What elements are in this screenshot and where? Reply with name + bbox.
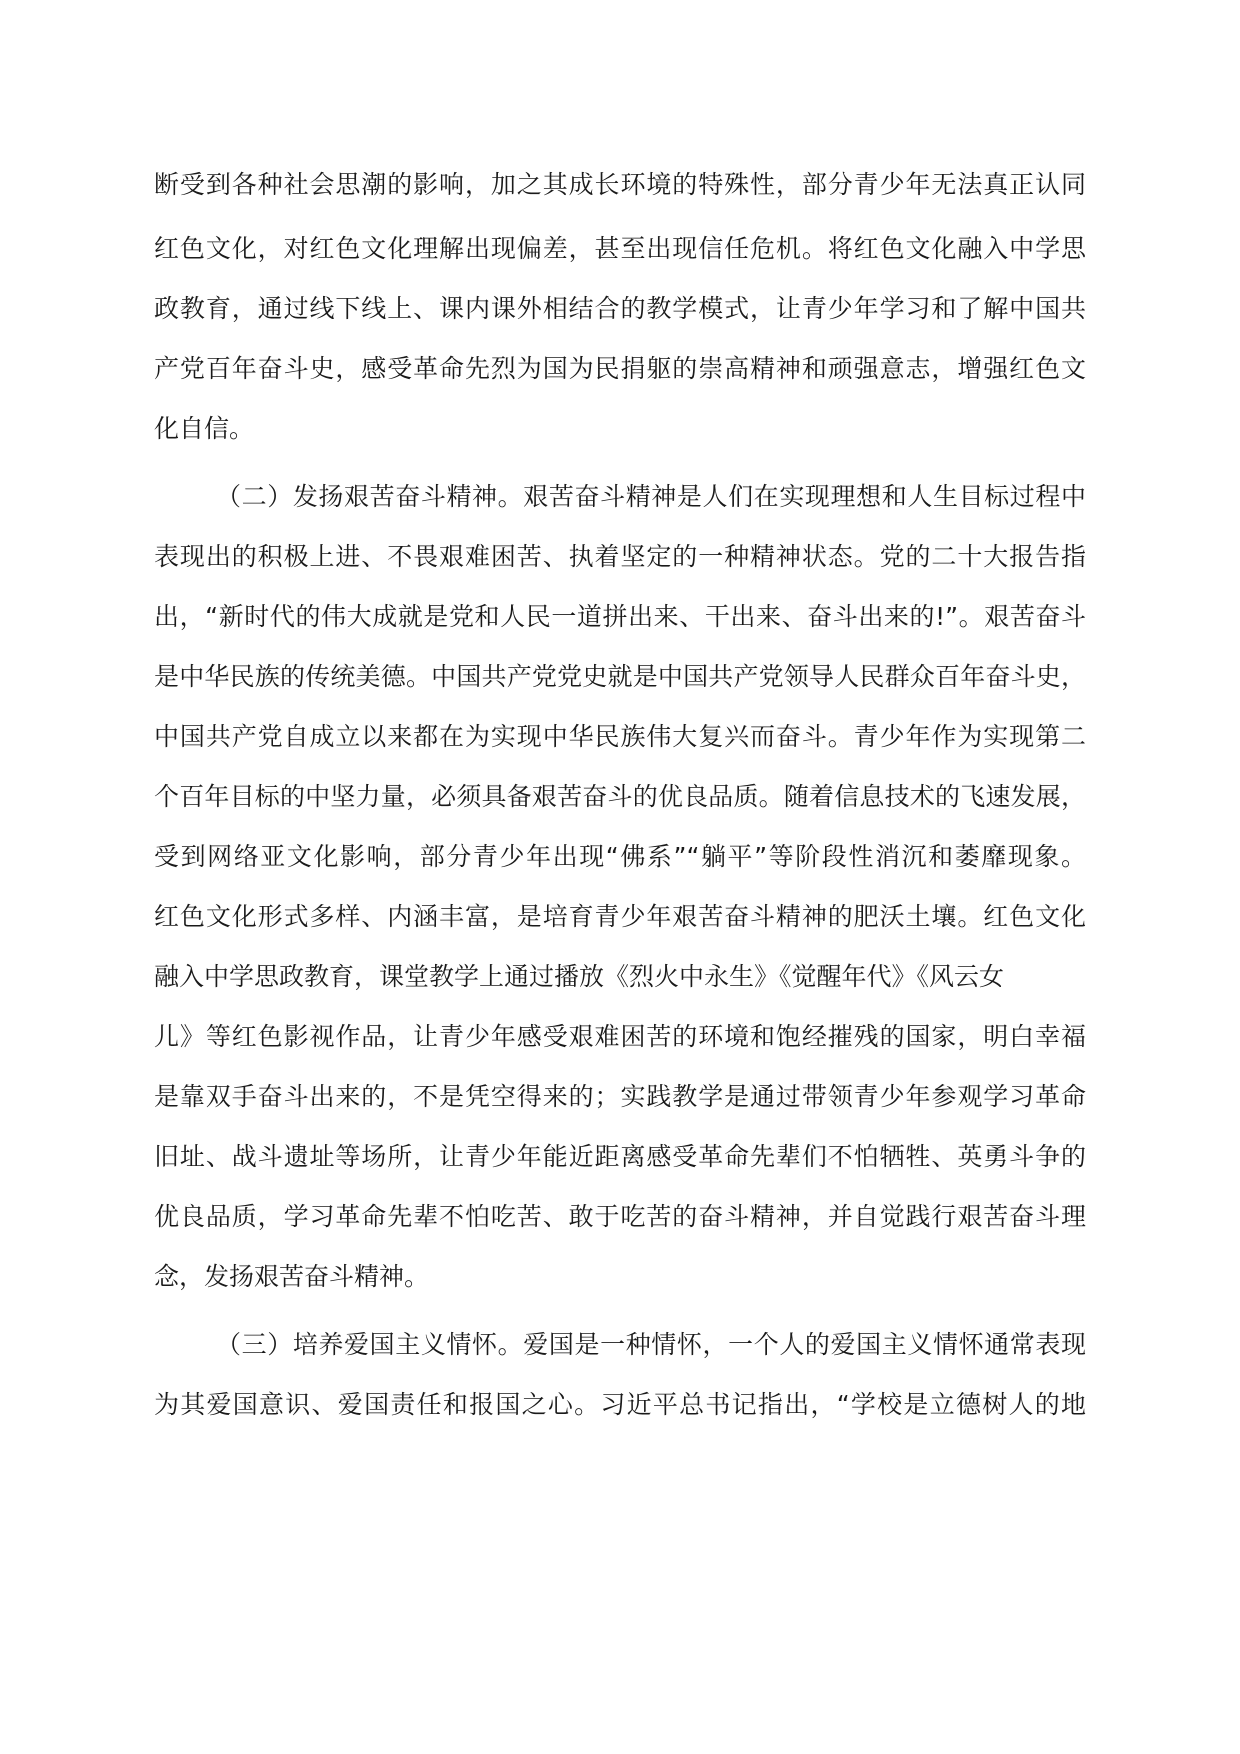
paragraph-line: 中国共产党自成立以来都在为实现中华民族伟大复兴而奋斗。青少年作为实现第二 (154, 722, 1086, 751)
paragraph-line: 儿》等红色影视作品，让青少年感受艰难困苦的环境和饱经摧残的国家，明白幸福 (154, 1022, 1086, 1051)
paragraph-line: 断受到各种社会思潮的影响，加之其成长环境的特殊性，部分青少年无法真正认同 (154, 170, 1086, 199)
paragraph-line: 融入中学思政教育，课堂教学上通过播放《烈火中永生》《觉醒年代》《风云女 (154, 962, 1005, 991)
paragraph-line: 红色文化形式多样、内涵丰富，是培育青少年艰苦奋斗精神的肥沃土壤。红色文化 (154, 902, 1086, 931)
paragraph-line: 产党百年奋斗史，感受革命先烈为国为民捐躯的崇高精神和顽强意志，增强红色文 (154, 354, 1086, 383)
paragraph-line: 出，“新时代的伟大成就是党和人民一道拼出来、干出来、奋斗出来的!”。艰苦奋斗 (154, 602, 1086, 631)
paragraph-line: 是中华民族的传统美德。中国共产党党史就是中国共产党领导人民群众百年奋斗史， (154, 662, 1086, 691)
paragraph-line: 为其爱国意识、爱国责任和报国之心。习近平总书记指出，“学校是立德树人的地 (154, 1390, 1086, 1419)
paragraph-line: 个百年目标的中坚力量，必须具备艰苦奋斗的优良品质。随着信息技术的飞速发展， (154, 782, 1086, 811)
paragraph-first-line: （三）培养爱国主义情怀。爱国是一种情怀，一个人的爱国主义情怀通常表现 (216, 1330, 1086, 1359)
paragraph-line: 表现出的积极上进、不畏艰难困苦、执着坚定的一种精神状态。党的二十大报告指 (154, 542, 1086, 571)
paragraph-line: 旧址、战斗遗址等场所，让青少年能近距离感受革命先辈们不怕牺牲、英勇斗争的 (154, 1142, 1086, 1171)
paragraph-line: 红色文化，对红色文化理解出现偏差，甚至出现信任危机。将红色文化融入中学思 (154, 234, 1086, 263)
paragraph-line: 优良品质，学习革命先辈不怕吃苦、敢于吃苦的奋斗精神，并自觉践行艰苦奋斗理 (154, 1202, 1086, 1231)
paragraph-line: 受到网络亚文化影响，部分青少年出现“佛系”“躺平”等阶段性消沉和萎靡现象。 (154, 842, 1086, 871)
paragraph-line: 政教育，通过线下线上、课内课外相结合的教学模式，让青少年学习和了解中国共 (154, 294, 1086, 323)
paragraph-line: 是靠双手奋斗出来的，不是凭空得来的；实践教学是通过带领青少年参观学习革命 (154, 1082, 1086, 1111)
paragraph-line: 化自信。 (154, 414, 255, 443)
paragraph-first-line: （二）发扬艰苦奋斗精神。艰苦奋斗精神是人们在实现理想和人生目标过程中 (216, 482, 1086, 511)
paragraph-line: 念，发扬艰苦奋斗精神。 (154, 1262, 430, 1291)
